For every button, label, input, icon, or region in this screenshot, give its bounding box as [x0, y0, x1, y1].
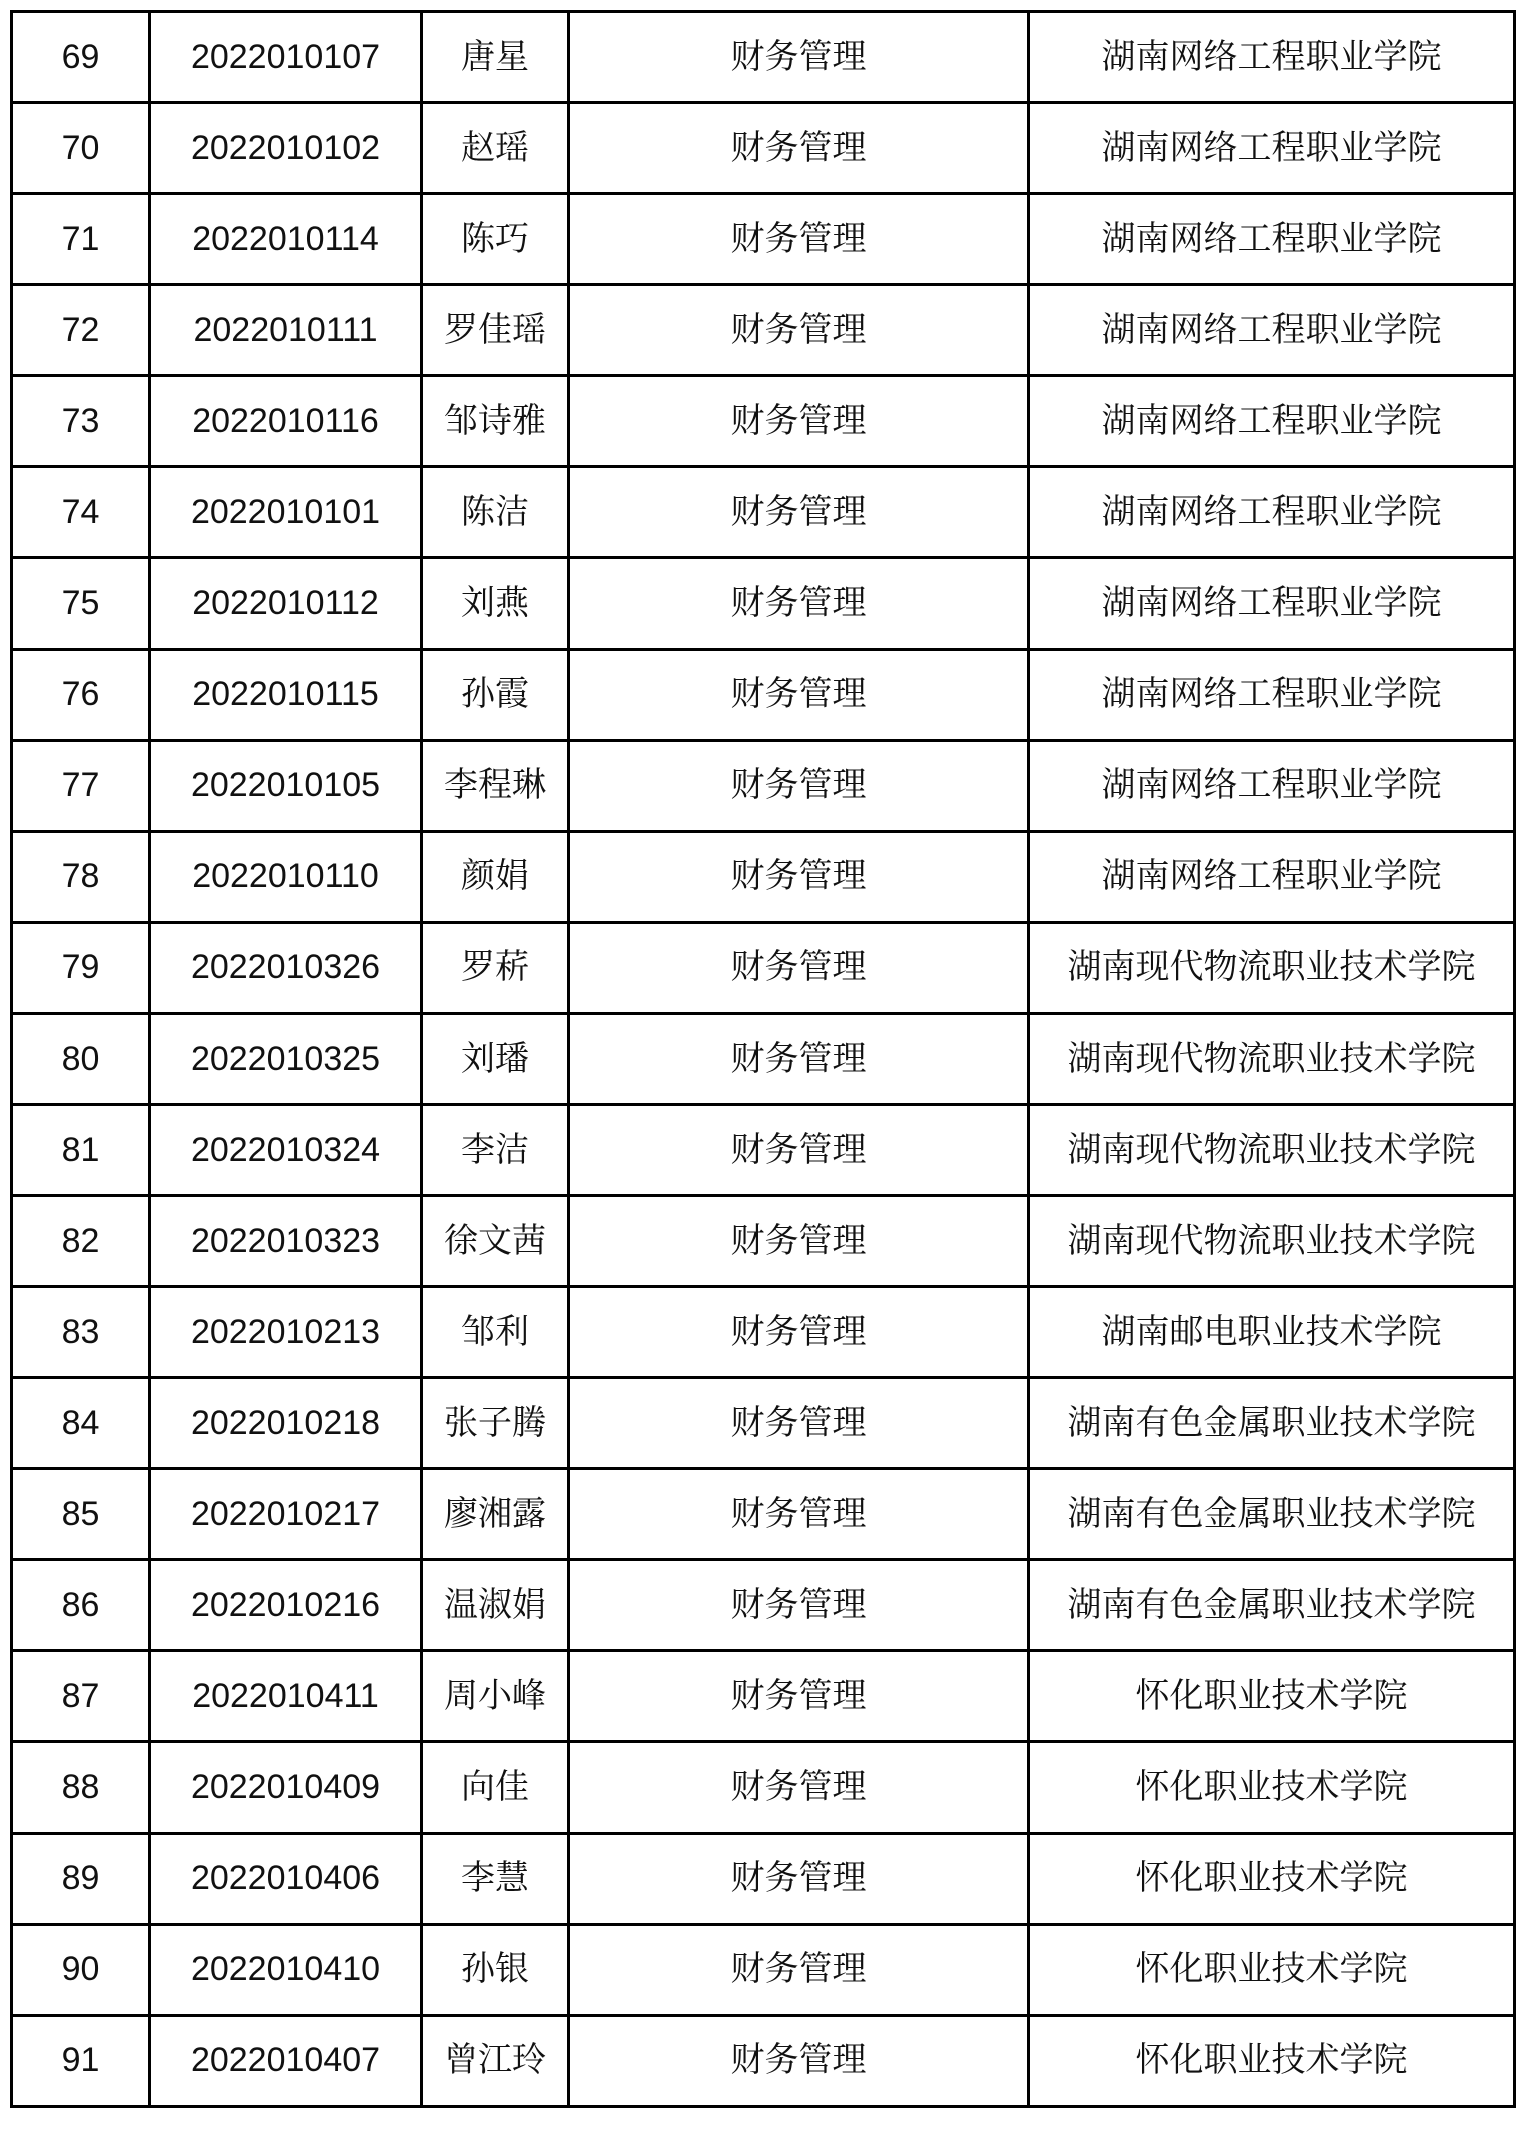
cell-serial-number: 82 [12, 1196, 150, 1287]
cell-major: 财务管理 [569, 558, 1029, 649]
cell-student-id: 2022010110 [150, 831, 422, 922]
cell-serial-number: 88 [12, 1742, 150, 1833]
cell-student-name: 邹诗雅 [422, 376, 569, 467]
cell-school: 湖南有色金属职业技术学院 [1029, 1378, 1515, 1469]
cell-school: 湖南现代物流职业技术学院 [1029, 1104, 1515, 1195]
cell-serial-number: 78 [12, 831, 150, 922]
table-row [12, 1651, 1515, 1742]
cell-major: 财务管理 [569, 649, 1029, 740]
table-row [12, 1469, 1515, 1560]
cell-student-name: 颜娟 [422, 831, 569, 922]
cell-student-id: 2022010213 [150, 1287, 422, 1378]
cell-major: 财务管理 [569, 1196, 1029, 1287]
cell-school: 湖南网络工程职业学院 [1029, 831, 1515, 922]
cell-serial-number: 86 [12, 1560, 150, 1651]
cell-school: 怀化职业技术学院 [1029, 1833, 1515, 1924]
cell-student-name: 徐文茜 [422, 1196, 569, 1287]
cell-school: 湖南网络工程职业学院 [1029, 194, 1515, 285]
cell-major: 财务管理 [569, 285, 1029, 376]
cell-major: 财务管理 [569, 1924, 1029, 2015]
cell-school: 湖南网络工程职业学院 [1029, 12, 1515, 103]
table-row [12, 558, 1515, 649]
cell-student-name: 周小峰 [422, 1651, 569, 1742]
table-row [12, 194, 1515, 285]
roster-table-body [12, 12, 1515, 2107]
cell-major: 财务管理 [569, 1104, 1029, 1195]
cell-school: 湖南现代物流职业技术学院 [1029, 922, 1515, 1013]
cell-student-id: 2022010323 [150, 1196, 422, 1287]
cell-serial-number: 79 [12, 922, 150, 1013]
cell-school: 湖南有色金属职业技术学院 [1029, 1469, 1515, 1560]
cell-serial-number: 75 [12, 558, 150, 649]
cell-serial-number: 71 [12, 194, 150, 285]
cell-student-id: 2022010102 [150, 103, 422, 194]
cell-school: 湖南有色金属职业技术学院 [1029, 1560, 1515, 1651]
cell-serial-number: 90 [12, 1924, 150, 2015]
cell-student-id: 2022010116 [150, 376, 422, 467]
table-row [12, 1013, 1515, 1104]
cell-school: 湖南网络工程职业学院 [1029, 285, 1515, 376]
cell-serial-number: 76 [12, 649, 150, 740]
cell-student-id: 2022010111 [150, 285, 422, 376]
cell-school: 怀化职业技术学院 [1029, 1742, 1515, 1833]
table-row [12, 1924, 1515, 2015]
cell-student-id: 2022010410 [150, 1924, 422, 2015]
cell-school: 湖南网络工程职业学院 [1029, 376, 1515, 467]
cell-school: 湖南现代物流职业技术学院 [1029, 1196, 1515, 1287]
cell-student-name: 赵瑶 [422, 103, 569, 194]
table-row [12, 831, 1515, 922]
cell-serial-number: 87 [12, 1651, 150, 1742]
cell-serial-number: 84 [12, 1378, 150, 1469]
cell-student-id: 2022010115 [150, 649, 422, 740]
cell-student-name: 向佳 [422, 1742, 569, 1833]
cell-major: 财务管理 [569, 831, 1029, 922]
cell-major: 财务管理 [569, 467, 1029, 558]
cell-major: 财务管理 [569, 1469, 1029, 1560]
cell-student-name: 孙霞 [422, 649, 569, 740]
table-row [12, 12, 1515, 103]
cell-student-id: 2022010407 [150, 2015, 422, 2106]
cell-student-id: 2022010325 [150, 1013, 422, 1104]
cell-student-id: 2022010217 [150, 1469, 422, 1560]
roster-table [10, 10, 1516, 2108]
cell-student-name: 罗佳瑶 [422, 285, 569, 376]
cell-student-name: 刘燕 [422, 558, 569, 649]
cell-school: 怀化职业技术学院 [1029, 2015, 1515, 2106]
cell-student-name: 曾江玲 [422, 2015, 569, 2106]
cell-major: 财务管理 [569, 1833, 1029, 1924]
table-row [12, 285, 1515, 376]
cell-student-id: 2022010114 [150, 194, 422, 285]
cell-student-name: 刘璠 [422, 1013, 569, 1104]
cell-student-name: 陈洁 [422, 467, 569, 558]
table-row [12, 1560, 1515, 1651]
table-row [12, 1378, 1515, 1469]
cell-student-id: 2022010101 [150, 467, 422, 558]
cell-serial-number: 91 [12, 2015, 150, 2106]
cell-major: 财务管理 [569, 1378, 1029, 1469]
cell-student-name: 温淑娟 [422, 1560, 569, 1651]
table-row [12, 1104, 1515, 1195]
cell-serial-number: 74 [12, 467, 150, 558]
cell-student-name: 李程琳 [422, 740, 569, 831]
table-row [12, 376, 1515, 467]
cell-major: 财务管理 [569, 194, 1029, 285]
table-row [12, 1196, 1515, 1287]
cell-serial-number: 80 [12, 1013, 150, 1104]
cell-school: 湖南网络工程职业学院 [1029, 558, 1515, 649]
cell-student-id: 2022010324 [150, 1104, 422, 1195]
cell-student-name: 张子腾 [422, 1378, 569, 1469]
cell-major: 财务管理 [569, 103, 1029, 194]
cell-serial-number: 81 [12, 1104, 150, 1195]
cell-major: 财务管理 [569, 12, 1029, 103]
cell-student-name: 孙银 [422, 1924, 569, 2015]
cell-serial-number: 77 [12, 740, 150, 831]
cell-student-id: 2022010105 [150, 740, 422, 831]
cell-student-id: 2022010411 [150, 1651, 422, 1742]
cell-student-id: 2022010326 [150, 922, 422, 1013]
cell-major: 财务管理 [569, 1742, 1029, 1833]
cell-major: 财务管理 [569, 740, 1029, 831]
cell-serial-number: 69 [12, 12, 150, 103]
cell-school: 湖南现代物流职业技术学院 [1029, 1013, 1515, 1104]
table-row [12, 922, 1515, 1013]
cell-serial-number: 83 [12, 1287, 150, 1378]
cell-student-name: 廖湘露 [422, 1469, 569, 1560]
cell-student-id: 2022010107 [150, 12, 422, 103]
cell-major: 财务管理 [569, 1287, 1029, 1378]
cell-student-name: 李慧 [422, 1833, 569, 1924]
cell-major: 财务管理 [569, 1651, 1029, 1742]
cell-student-id: 2022010218 [150, 1378, 422, 1469]
cell-major: 财务管理 [569, 2015, 1029, 2106]
cell-student-name: 唐星 [422, 12, 569, 103]
table-row [12, 467, 1515, 558]
cell-student-name: 陈巧 [422, 194, 569, 285]
cell-student-id: 2022010112 [150, 558, 422, 649]
cell-serial-number: 85 [12, 1469, 150, 1560]
cell-student-name: 邹利 [422, 1287, 569, 1378]
cell-serial-number: 70 [12, 103, 150, 194]
cell-major: 财务管理 [569, 922, 1029, 1013]
cell-student-id: 2022010406 [150, 1833, 422, 1924]
cell-serial-number: 72 [12, 285, 150, 376]
table-row [12, 740, 1515, 831]
cell-major: 财务管理 [569, 376, 1029, 467]
cell-serial-number: 73 [12, 376, 150, 467]
cell-school: 湖南网络工程职业学院 [1029, 103, 1515, 194]
table-row [12, 649, 1515, 740]
table-row [12, 1287, 1515, 1378]
cell-school: 湖南网络工程职业学院 [1029, 740, 1515, 831]
table-row [12, 2015, 1515, 2106]
cell-school: 湖南网络工程职业学院 [1029, 649, 1515, 740]
cell-school: 怀化职业技术学院 [1029, 1924, 1515, 2015]
cell-school: 湖南网络工程职业学院 [1029, 467, 1515, 558]
table-row [12, 1833, 1515, 1924]
cell-major: 财务管理 [569, 1560, 1029, 1651]
cell-student-id: 2022010216 [150, 1560, 422, 1651]
table-row [12, 1742, 1515, 1833]
cell-student-id: 2022010409 [150, 1742, 422, 1833]
cell-student-name: 李洁 [422, 1104, 569, 1195]
cell-school: 湖南邮电职业技术学院 [1029, 1287, 1515, 1378]
cell-serial-number: 89 [12, 1833, 150, 1924]
cell-school: 怀化职业技术学院 [1029, 1651, 1515, 1742]
cell-student-name: 罗菥 [422, 922, 569, 1013]
table-row [12, 103, 1515, 194]
cell-major: 财务管理 [569, 1013, 1029, 1104]
